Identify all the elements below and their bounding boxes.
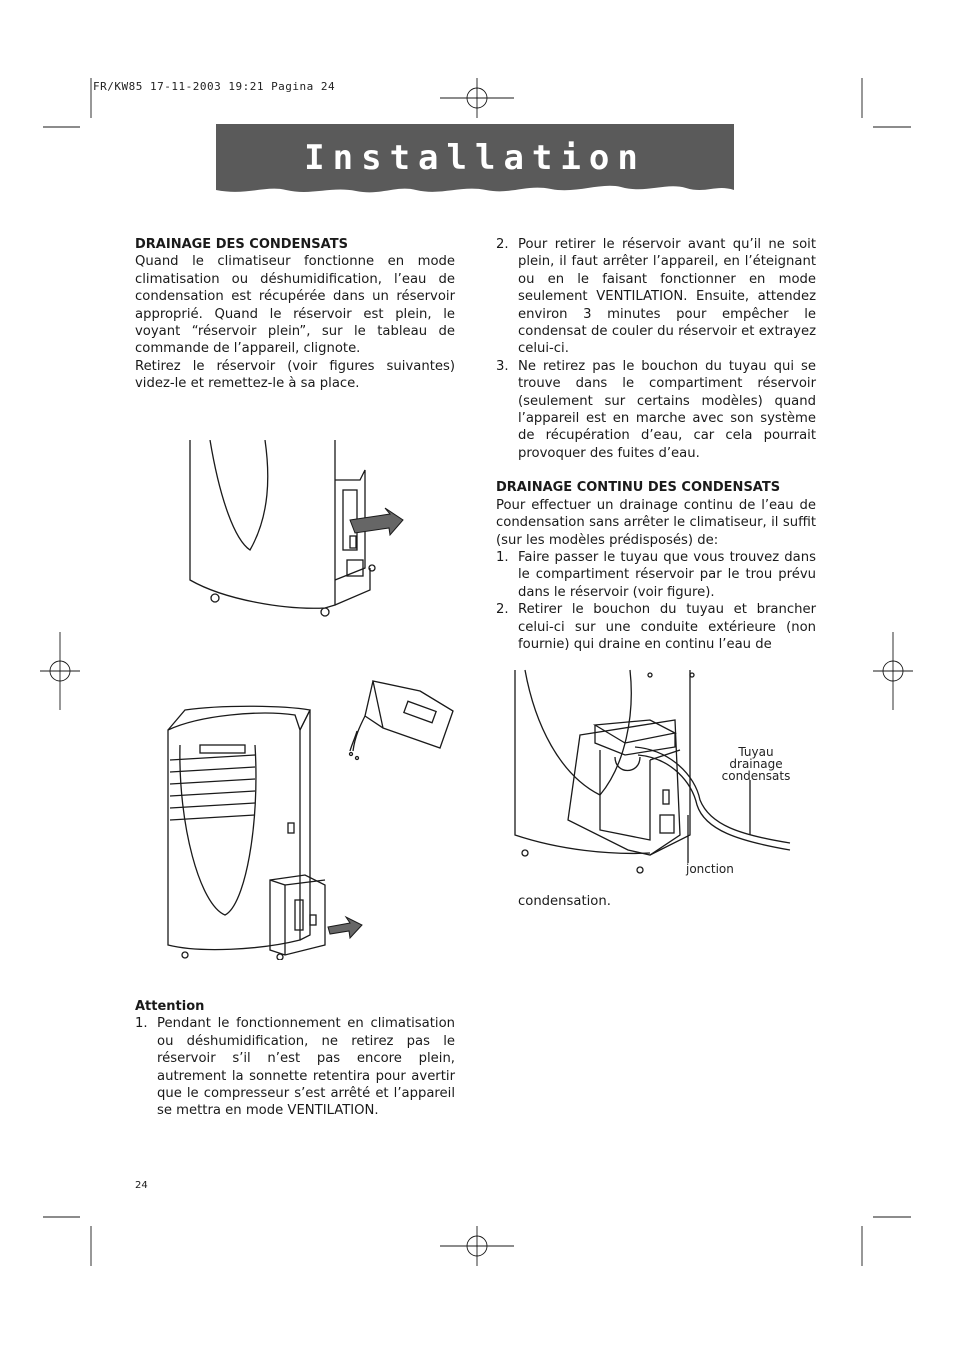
page-title: Installation <box>304 138 646 178</box>
continuous-paragraph: Pour effectuer un drainage continu de l’eau de condensation sans arrêter le climatiseur, il suffit (sur les modèles prédisposés) de: <box>496 497 816 548</box>
list-item <box>496 236 816 358</box>
attention-heading: Attention <box>135 999 205 1014</box>
item-number: 1. <box>496 549 509 565</box>
section-heading-drainage: DRAINAGE DES CONDENSATS <box>135 237 348 252</box>
item-number: 2. <box>496 237 509 252</box>
item-text: Pour retirer le réservoir avant qu’il ne soit plein, il faut arrêter l’appareil, en l’éteignant ou en le faisant fonctionner en mode seulement VENTILATION. Ensuite, attendez environ 3 minutes pour empêcher le condensat de couler du réservoir et extrayez celui-ci. <box>518 237 816 357</box>
attention-block <box>135 998 455 1120</box>
hose-label-line-3: condensats <box>721 769 791 783</box>
figure-tank-removal-side <box>185 440 410 620</box>
hose-label <box>716 746 796 782</box>
attention-item <box>135 1015 455 1119</box>
section-heading-continuous: DRAINAGE CONTINU DES CONDENSATS <box>496 480 781 496</box>
joint-label: jonction <box>686 862 734 876</box>
page-number: 24 <box>135 1180 148 1191</box>
list-item <box>496 549 816 601</box>
list-item <box>496 601 816 653</box>
print-slug: FR/KW85 17-11-2003 19:21 Pagina 24 <box>93 80 336 93</box>
hose-label-line-2: drainage <box>729 757 783 771</box>
left-column <box>135 236 455 393</box>
figure-unit-front <box>160 705 365 960</box>
list-item <box>496 358 816 462</box>
item-number: 2. <box>496 602 509 618</box>
drainage-paragraph-1: Quand le climatiseur fonctionne en mode climatisation ou déshumidification, l’eau de condensation est récupérée dans un réservoir approprié. Quand le réservoir est plein, le voyant “réservoir plein”, sur le tableau de commande de l’appareil, clignote. <box>135 254 455 357</box>
item-text: Pendant le fonctionnement en climatisation ou déshumidification, ne retirez pas le réservoir s’il n’est pas encore plein, autrement la sonnette retentira pour avertir que le compresseur s’est arrêté et l’appareil se mettra en mode VENTILATION. <box>157 1016 455 1119</box>
drainage-paragraph-2: Retirez le réservoir (voir figures suivantes) videz-le et remettez-le à sa place. <box>135 358 455 392</box>
item-text: Ne retirez pas le bouchon du tuyau qui se trouve dans le compartiment réservoir (seulement sur certains modèles) quand l’appareil est en marche avec son système de récupération d’eau, car cela pourrait provoquer des fuites d’eau. <box>518 358 816 461</box>
item-number: 3. <box>496 358 509 374</box>
item-number: 1. <box>135 1016 148 1032</box>
continuation-text: condensation. <box>518 894 611 909</box>
hose-label-line-1: Tuyau <box>738 745 774 759</box>
item-text: Faire passer le tuyau que vous trouvez dans le compartiment réservoir par le trou prévu dans le réservoir (voir figure). <box>518 549 816 600</box>
item-text: Retirer le bouchon du tuyau et brancher celui-ci sur une conduite extérieure (non fournie) qui draine en continu l’eau de <box>518 602 816 652</box>
right-column <box>496 236 816 653</box>
